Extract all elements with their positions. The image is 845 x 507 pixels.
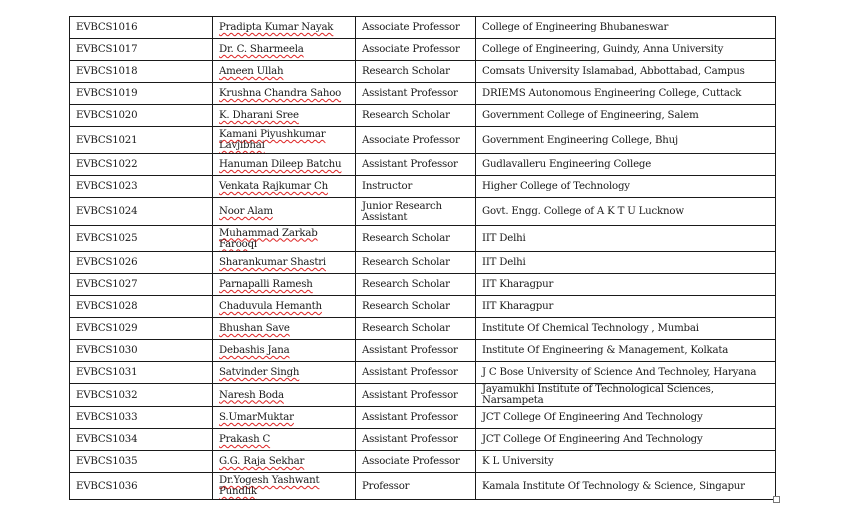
institution-cell xyxy=(476,83,776,105)
designation-text: Associate Professor xyxy=(362,456,460,467)
table-row xyxy=(70,274,776,296)
name-text: Ameen Ullah xyxy=(219,66,284,77)
id-cell xyxy=(70,296,213,318)
designation-cell xyxy=(356,473,476,500)
institution-text: Government Engineering College, Bhuj xyxy=(482,134,678,146)
name-text: Chaduvula Hemanth xyxy=(219,301,322,312)
institution-cell xyxy=(476,296,776,318)
name-cell xyxy=(213,83,356,105)
id-cell xyxy=(70,407,213,429)
institution-cell xyxy=(476,176,776,198)
id-text: EVBCS1033 xyxy=(76,412,138,423)
table-resize-handle[interactable] xyxy=(773,496,780,503)
table-row xyxy=(70,39,776,61)
id-text: EVBCS1024 xyxy=(76,206,138,217)
members-table-body xyxy=(70,17,776,500)
institution-text: IIT Kharagpur xyxy=(482,301,554,312)
designation-text: Assistant Professor xyxy=(362,412,458,423)
institution-cell xyxy=(476,407,776,429)
designation-cell xyxy=(356,252,476,274)
institution-text: IIT Kharagpur xyxy=(482,279,554,290)
id-cell xyxy=(70,340,213,362)
designation-text: Assistant Professor xyxy=(362,159,458,170)
name-text: Naresh Boda xyxy=(219,389,284,401)
designation-cell xyxy=(356,384,476,407)
table-row xyxy=(70,176,776,198)
designation-text: Assistant Professor xyxy=(362,345,458,356)
name-cell xyxy=(213,318,356,340)
institution-cell xyxy=(476,274,776,296)
id-text: EVBCS1021 xyxy=(76,134,138,146)
table-row xyxy=(70,473,776,500)
name-text: Dr.Yogesh Yashwant Pundlik xyxy=(219,475,320,497)
designation-text: Associate Professor xyxy=(362,134,460,146)
name-cell xyxy=(213,451,356,473)
institution-cell xyxy=(476,473,776,500)
institution-cell xyxy=(476,105,776,127)
id-text: EVBCS1017 xyxy=(76,44,138,55)
id-cell xyxy=(70,429,213,451)
designation-cell xyxy=(356,176,476,198)
id-cell xyxy=(70,473,213,500)
designation-cell xyxy=(356,274,476,296)
id-text: EVBCS1027 xyxy=(76,279,138,290)
name-cell xyxy=(213,105,356,127)
name-text: Parnapalli Ramesh xyxy=(219,279,313,290)
id-text: EVBCS1020 xyxy=(76,110,138,121)
institution-text: Higher College of Technology xyxy=(482,181,630,192)
institution-cell xyxy=(476,362,776,384)
table-row xyxy=(70,198,776,226)
name-text: K. Dharani Sree xyxy=(219,110,299,121)
designation-text: Research Scholar xyxy=(362,66,450,77)
name-cell xyxy=(213,384,356,407)
institution-text: Kamala Institute Of Technology & Science, Singapur xyxy=(482,480,745,492)
institution-text: IIT Delhi xyxy=(482,233,526,244)
table-row xyxy=(70,384,776,407)
designation-text: Research Scholar xyxy=(362,279,450,290)
institution-cell xyxy=(476,340,776,362)
institution-cell xyxy=(476,198,776,226)
name-text: Pradipta Kumar Nayak xyxy=(219,22,334,33)
designation-cell xyxy=(356,340,476,362)
name-cell xyxy=(213,226,356,252)
name-text: G.G. Raja Sekhar xyxy=(219,456,305,467)
name-cell xyxy=(213,296,356,318)
designation-text: Associate Professor xyxy=(362,44,460,55)
designation-cell xyxy=(356,318,476,340)
designation-cell xyxy=(356,154,476,176)
designation-cell xyxy=(356,451,476,473)
designation-text: Assistant Professor xyxy=(362,389,458,401)
designation-cell xyxy=(356,17,476,39)
designation-text: Assistant Professor xyxy=(362,434,458,445)
id-cell xyxy=(70,362,213,384)
institution-text: Comsats University Islamabad, Abbottabad, Campus xyxy=(482,66,745,77)
id-cell xyxy=(70,154,213,176)
id-cell xyxy=(70,127,213,154)
designation-text: Assistant Professor xyxy=(362,88,458,99)
name-text: Satvinder Singh xyxy=(219,367,300,378)
institution-text: IIT Delhi xyxy=(482,257,526,268)
institution-cell xyxy=(476,226,776,252)
table-row xyxy=(70,154,776,176)
name-cell xyxy=(213,127,356,154)
table-row xyxy=(70,429,776,451)
id-text: EVBCS1035 xyxy=(76,456,138,467)
id-cell xyxy=(70,198,213,226)
name-text: Kamani Piyushkumar Lavjibhai xyxy=(219,129,326,151)
institution-text: JCT College Of Engineering And Technology xyxy=(482,412,703,423)
table-row xyxy=(70,17,776,39)
name-cell xyxy=(213,407,356,429)
id-text: EVBCS1019 xyxy=(76,88,138,99)
designation-cell xyxy=(356,362,476,384)
institution-cell xyxy=(476,127,776,154)
table-row xyxy=(70,105,776,127)
name-text: Dr. C. Sharmeela xyxy=(219,44,304,55)
institution-cell xyxy=(476,154,776,176)
designation-cell xyxy=(356,127,476,154)
id-text: EVBCS1034 xyxy=(76,434,138,445)
designation-cell xyxy=(356,61,476,83)
table-row xyxy=(70,127,776,154)
institution-cell xyxy=(476,318,776,340)
id-cell xyxy=(70,17,213,39)
institution-cell xyxy=(476,61,776,83)
id-text: EVBCS1018 xyxy=(76,66,138,77)
institution-text: Gudlavalleru Engineering College xyxy=(482,159,652,170)
institution-cell xyxy=(476,429,776,451)
institution-text: Govt. Engg. College of A K T U Lucknow xyxy=(482,206,684,217)
table-row xyxy=(70,451,776,473)
institution-text: Institute Of Chemical Technology , Mumbai xyxy=(482,323,699,334)
table-row xyxy=(70,61,776,83)
institution-text: College of Engineering, Guindy, Anna University xyxy=(482,44,724,55)
name-cell xyxy=(213,176,356,198)
id-cell xyxy=(70,318,213,340)
designation-text: Research Scholar xyxy=(362,301,450,312)
id-text: EVBCS1026 xyxy=(76,257,138,268)
table-row xyxy=(70,252,776,274)
id-text: EVBCS1030 xyxy=(76,345,138,356)
id-text: EVBCS1023 xyxy=(76,181,138,192)
institution-text: Government College of Engineering, Salem xyxy=(482,110,699,121)
members-table xyxy=(69,16,776,500)
designation-text: Research Scholar xyxy=(362,110,450,121)
name-cell xyxy=(213,198,356,226)
name-cell xyxy=(213,362,356,384)
name-cell xyxy=(213,61,356,83)
institution-cell xyxy=(476,17,776,39)
name-cell xyxy=(213,39,356,61)
id-cell xyxy=(70,176,213,198)
table-row xyxy=(70,362,776,384)
name-text: Noor Alam xyxy=(219,206,273,217)
designation-text: Research Scholar xyxy=(362,323,450,334)
table-row xyxy=(70,318,776,340)
table-row xyxy=(70,407,776,429)
name-cell xyxy=(213,154,356,176)
institution-text: Institute Of Engineering & Management, Kolkata xyxy=(482,345,729,356)
id-text: EVBCS1031 xyxy=(76,367,138,378)
name-cell xyxy=(213,340,356,362)
institution-text: Jayamukhi Institute of Technological Sciences, Narsampeta xyxy=(482,384,714,406)
id-text: EVBCS1016 xyxy=(76,22,138,33)
id-text: EVBCS1032 xyxy=(76,389,138,401)
table-row xyxy=(70,226,776,252)
institution-text: K L University xyxy=(482,456,554,467)
designation-cell xyxy=(356,429,476,451)
designation-cell xyxy=(356,226,476,252)
institution-cell xyxy=(476,451,776,473)
name-cell xyxy=(213,274,356,296)
table-row xyxy=(70,340,776,362)
designation-text: Junior Research Assistant xyxy=(362,200,442,223)
name-cell xyxy=(213,473,356,500)
institution-cell xyxy=(476,252,776,274)
id-text: EVBCS1036 xyxy=(76,480,138,492)
designation-cell xyxy=(356,198,476,226)
id-cell xyxy=(70,83,213,105)
id-cell xyxy=(70,61,213,83)
designation-text: Assistant Professor xyxy=(362,367,458,378)
name-text: Debashis Jana xyxy=(219,345,290,356)
id-cell xyxy=(70,274,213,296)
id-text: EVBCS1029 xyxy=(76,323,138,334)
institution-text: DRIEMS Autonomous Engineering College, Cuttack xyxy=(482,88,742,99)
name-text: Prakash C xyxy=(219,434,271,445)
table-row xyxy=(70,83,776,105)
designation-text: Professor xyxy=(362,480,410,492)
name-text: Muhammad Zarkab Farooqi xyxy=(219,227,318,250)
designation-cell xyxy=(356,83,476,105)
id-cell xyxy=(70,252,213,274)
designation-cell xyxy=(356,39,476,61)
id-cell xyxy=(70,451,213,473)
name-text: Hanuman Dileep Batchu xyxy=(219,159,342,170)
name-cell xyxy=(213,429,356,451)
designation-text: Research Scholar xyxy=(362,233,450,244)
designation-text: Associate Professor xyxy=(362,22,460,33)
name-cell xyxy=(213,17,356,39)
designation-text: Research Scholar xyxy=(362,257,450,268)
institution-text: J C Bose University of Science And Technoley, Haryana xyxy=(482,367,757,378)
institution-text: College of Engineering Bhubaneswar xyxy=(482,22,669,33)
name-text: Venkata Rajkumar Ch xyxy=(219,181,328,192)
name-text: Sharankumar Shastri xyxy=(219,257,326,268)
id-cell xyxy=(70,226,213,252)
id-text: EVBCS1025 xyxy=(76,233,138,244)
designation-cell xyxy=(356,296,476,318)
id-cell xyxy=(70,39,213,61)
id-text: EVBCS1028 xyxy=(76,301,138,312)
designation-text: Instructor xyxy=(362,181,413,192)
designation-cell xyxy=(356,407,476,429)
name-text: Krushna Chandra Sahoo xyxy=(219,88,342,99)
name-cell xyxy=(213,252,356,274)
id-text: EVBCS1022 xyxy=(76,159,138,170)
table-row xyxy=(70,296,776,318)
name-text: Bhushan Save xyxy=(219,323,290,334)
institution-cell xyxy=(476,384,776,407)
designation-cell xyxy=(356,105,476,127)
id-cell xyxy=(70,384,213,407)
institution-cell xyxy=(476,39,776,61)
name-text: S.UmarMuktar xyxy=(219,412,294,423)
id-cell xyxy=(70,105,213,127)
institution-text: JCT College Of Engineering And Technology xyxy=(482,434,703,445)
